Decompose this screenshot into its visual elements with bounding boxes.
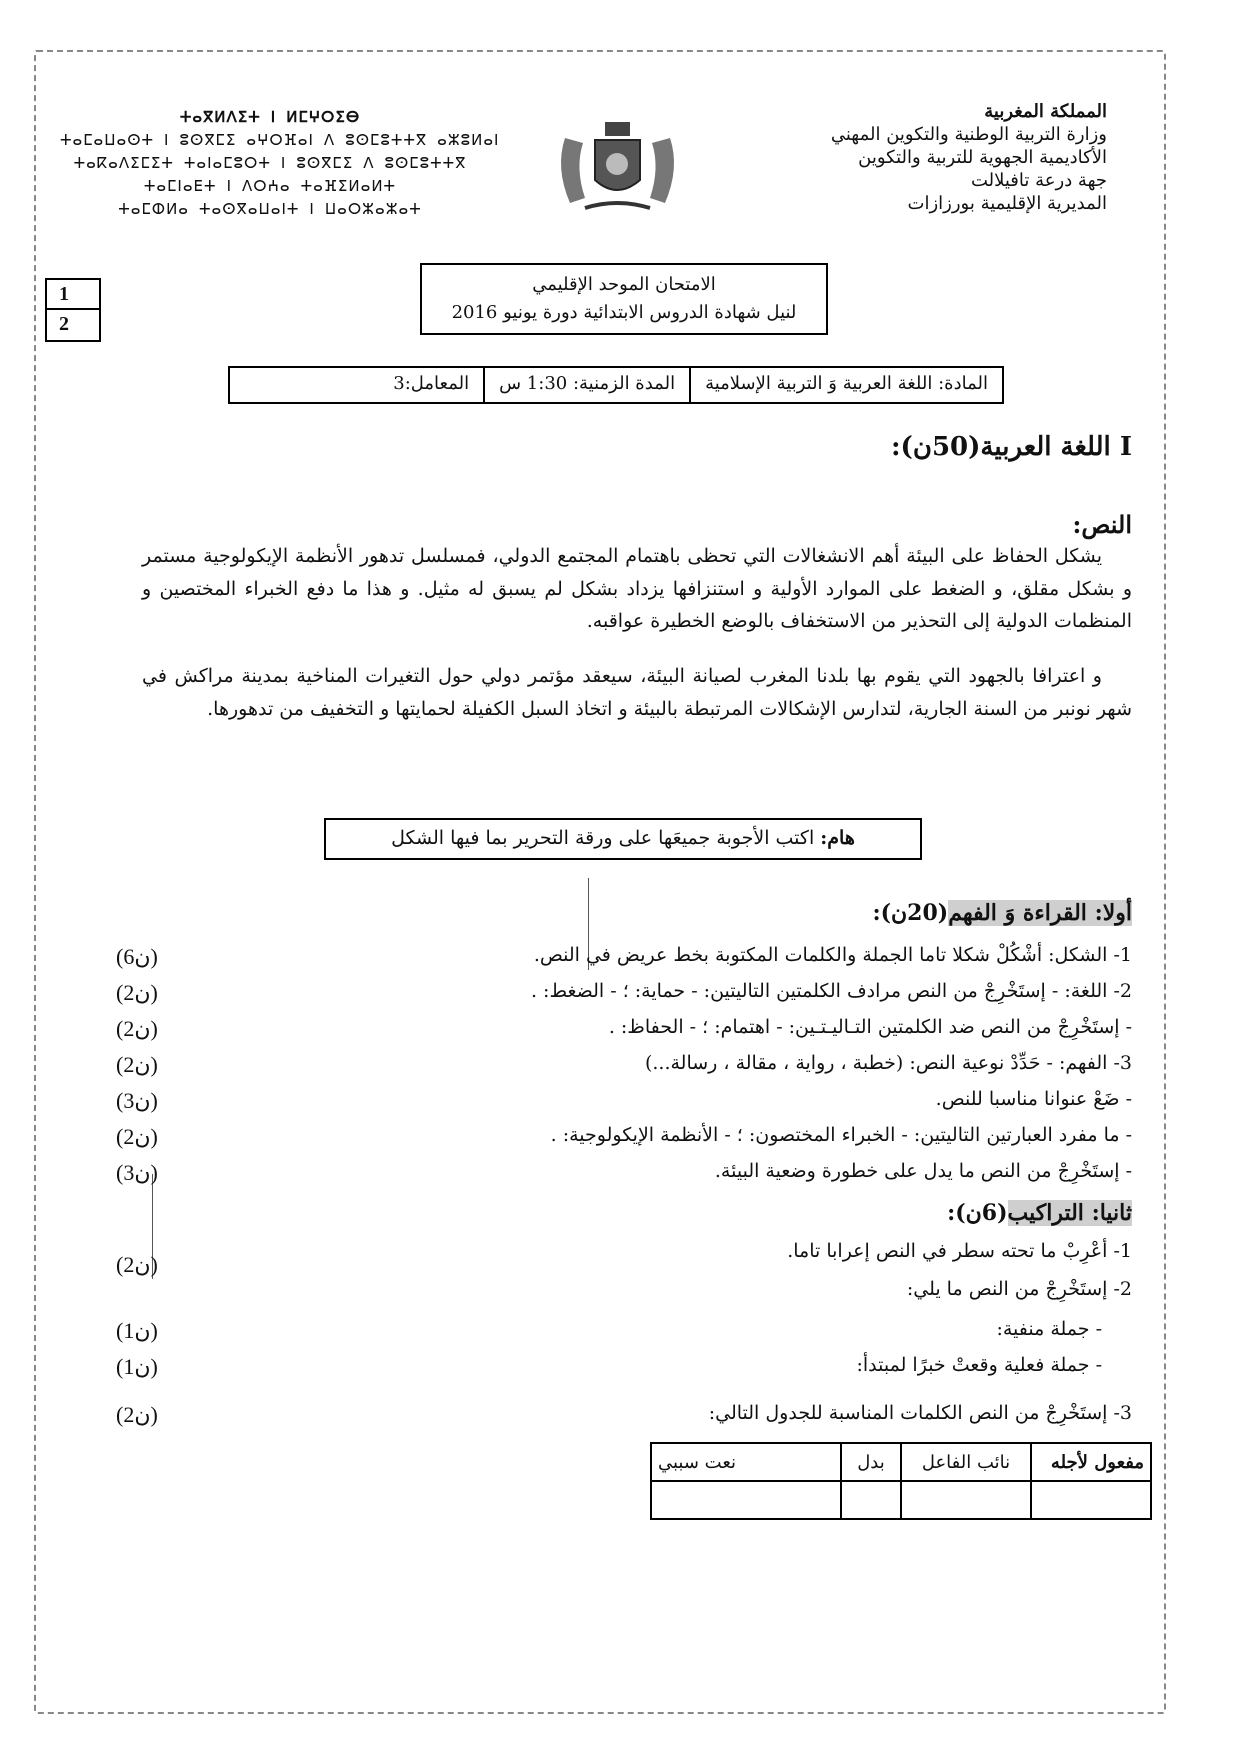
text-label: النص: xyxy=(1072,510,1132,539)
question-line: - ضَعْ عنوانا مناسبا للنص. xyxy=(935,1088,1132,1110)
page-indicator xyxy=(45,278,101,342)
duration-cell: المدة الزمنية: 1:30 س xyxy=(483,368,689,402)
note-label: هام: xyxy=(820,827,855,849)
exam-session: لنيل شهادة الدروس الابتدائية دورة يونيو 2016 xyxy=(451,302,797,323)
tifinagh-line-4: ⵜⴰⵎⵏⴰⴹⵜ ⵏ ⴷⵔⵄⴰ ⵜⴰⴼⵉⵍⴰⵍⵜ xyxy=(143,177,397,195)
tifinagh-line-5: ⵜⴰⵎⵀⵍⴰ ⵜⴰⵙⴳⴰⵡⴰⵏⵜ ⵏ ⵡⴰⵔⵣⴰⵣⴰⵜ xyxy=(118,200,422,218)
table-header-cell: نعت سببي xyxy=(651,1443,841,1481)
exam-info-bar xyxy=(228,366,1004,404)
question-mark: (6ن) xyxy=(116,944,158,969)
question-line: 1- الشكل: أشْكُلْ شكلا تاما الجملة والكلمات المكتوبة بخط عريض في النص. xyxy=(533,944,1132,966)
question-mark: (1ن) xyxy=(116,1354,158,1379)
table-cell[interactable] xyxy=(841,1481,901,1519)
question-mark: (2ن) xyxy=(116,1052,158,1077)
table-cell[interactable] xyxy=(1031,1481,1151,1519)
coefficient-cell: المعامل:3 xyxy=(393,373,470,394)
page-number-1: 1 xyxy=(47,280,99,310)
ministry-name: وزارة التربية الوطنية والتكوين المهني xyxy=(830,124,1107,145)
question-line: - جملة فعلية وقعتْ خبرًا لمبتدأ: xyxy=(856,1354,1102,1376)
question-line: 2- إستَخْرِجْ من النص ما يلي: xyxy=(906,1278,1132,1300)
question-mark: (3ن) xyxy=(116,1088,158,1113)
tifinagh-line-2: ⵜⴰⵎⴰⵡⴰⵙⵜ ⵏ ⵓⵙⴳⵎⵉ ⴰⵖⵔⴼⴰⵏ ⴷ ⵓⵙⵎⵓⵜⵜⴳ ⴰⵣⵓⵍⴰⵏ xyxy=(60,131,500,149)
question-mark: (2ن) xyxy=(116,1124,158,1149)
ministry-header-tifinagh xyxy=(60,106,500,221)
tifinagh-line-1: ⵜⴰⴳⵍⴷⵉⵜ ⵏ ⵍⵎⵖⵔⵉⴱ xyxy=(179,108,361,126)
region-name: جهة درعة تافيلالت xyxy=(970,170,1107,191)
question-mark: (2ن) xyxy=(116,980,158,1005)
question-line: 3- إستَخْرِجْ من النص الكلمات المناسبة للجدول التالي: xyxy=(708,1402,1132,1424)
part2-heading: ثانيا: التراكيب xyxy=(1007,1200,1132,1226)
question-line: 1- أعْرِبْ ما تحته سطر في النص إعرابا تاما. xyxy=(787,1240,1132,1262)
part1-heading: أولا: القراءة وَ الفهم xyxy=(948,900,1132,926)
question-line: - إستَخْرِجْ من النص ما يدل على خطورة وضعية البيئة. xyxy=(714,1160,1132,1182)
part2-points: (6ن): xyxy=(947,1200,1008,1226)
text-paragraph-2: و اعترافا بالجهود التي يقوم بها بلدنا المغرب لصيانة البيئة، سيعقد مؤتمر دولي حول التغيرات المناخية بمدينة مراكش في شهر نونبر من السنة الجارية، لتدارس الإشكالات المرتبطة بالبيئة و اتخاذ السبل الكفيلة لحمايتها و التخفيف من تدهورها. xyxy=(142,665,1132,720)
important-note xyxy=(324,818,922,860)
question-line: 3- الفهم: - حَدِّدْ نوعية النص: (خطبة ، رواية ، مقالة ، رسالة...) xyxy=(644,1052,1132,1074)
question-mark: (2ن) xyxy=(116,1016,158,1041)
part1-title xyxy=(872,900,1132,926)
table-header-cell: بدل xyxy=(841,1443,901,1481)
table-cell[interactable] xyxy=(651,1481,841,1519)
question-line: - جملة منفية: xyxy=(996,1318,1102,1340)
subject-cell: المادة: اللغة العربية وَ التربية الإسلامية xyxy=(689,368,1002,402)
ministry-header-arabic xyxy=(727,100,1107,215)
grammar-table xyxy=(650,1442,1152,1520)
text-paragraph-1: يشكل الحفاظ على البيئة أهم الانشغالات التي تحظى باهتمام المجتمع الدولي، فمسلسل تدهور الأنظمة الإيكولوجية مستمر و بشكل مقلق، و الضغط على الموارد الأولية و استنزافها يزداد بشكل لم يسبق له مثيل. و هذا ما دفع الخبراء المختصين و المنظمات الدولية إلى التحذير من الاستخفاف بالوضع الخطيرة عواقبه. xyxy=(142,545,1132,632)
part2-title xyxy=(947,1200,1132,1226)
question-line: 2- اللغة: - إستَخْرِجْ من النص مرادف الكلمتين التاليتين: - حماية: ؛ - الضغط: . xyxy=(530,980,1132,1002)
tifinagh-line-3: ⵜⴰⴽⴰⴷⵉⵎⵉⵜ ⵜⴰⵏⴰⵎⵓⵔⵜ ⵏ ⵓⵙⴳⵎⵉ ⴷ ⵓⵙⵎⵓⵜⵜⴳ xyxy=(73,154,467,172)
question-line: - إستَخْرِجْ من النص ضد الكلمتين التـاليـتـين: - اهتمام: ؛ - الحفاظ: . xyxy=(608,1016,1132,1038)
part1-points: (20ن): xyxy=(872,900,949,926)
exam-title: الامتحان الموحد الإقليمي xyxy=(532,274,716,295)
question-mark: (2ن) xyxy=(116,1402,158,1427)
note-text: اكتب الأجوبة جميعَها على ورقة التحرير بما فيها الشكل xyxy=(391,827,821,849)
exam-title-box xyxy=(420,263,828,335)
coat-of-arms-icon xyxy=(555,118,680,218)
question-line: - ما مفرد العبارتين التاليتين: - الخبراء المختصون: ؛ - الأنظمة الإيكولوجية: . xyxy=(550,1124,1132,1146)
table-header-row xyxy=(651,1443,1151,1481)
section-title: I اللغة العربية(50ن): xyxy=(890,432,1132,462)
kingdom-name: المملكة المغربية xyxy=(984,101,1107,122)
question-mark: (3ن) xyxy=(116,1160,158,1185)
table-row xyxy=(651,1481,1151,1519)
question-mark: (2ن) xyxy=(116,1252,158,1277)
page-number-2: 2 xyxy=(59,313,69,335)
academy-name: الأكاديمية الجهوية للتربية والتكوين xyxy=(858,147,1107,168)
table-header-cell: نائب الفاعل xyxy=(901,1443,1031,1481)
directorate-name: المديرية الإقليمية بورزازات xyxy=(907,193,1107,214)
table-cell[interactable] xyxy=(901,1481,1031,1519)
question-mark: (1ن) xyxy=(116,1318,158,1343)
table-header-cell: مفعول لأجله xyxy=(1031,1443,1151,1481)
